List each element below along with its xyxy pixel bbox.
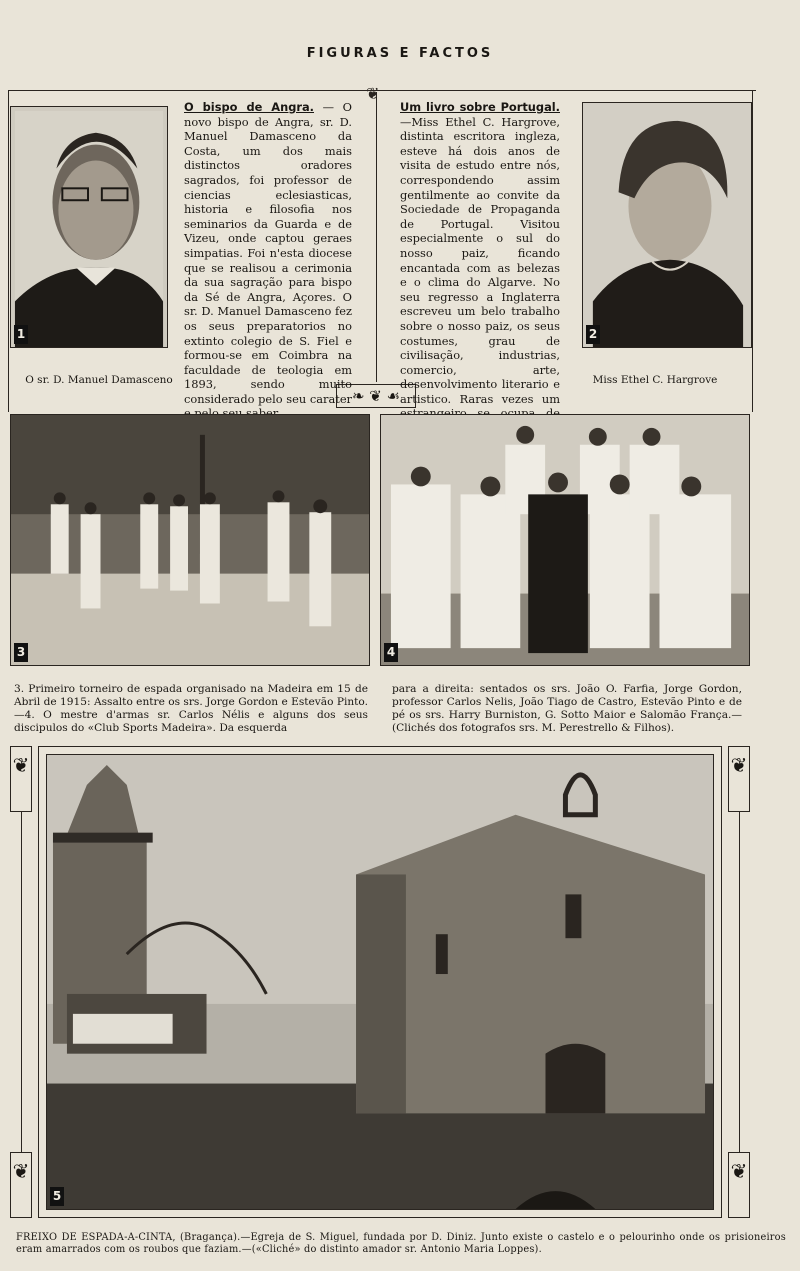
top-frame-right-edge bbox=[752, 90, 754, 412]
church-photo bbox=[46, 754, 714, 1210]
hargrove-caption: Miss Ethel C. Hargrove bbox=[592, 374, 718, 386]
right-side-rule bbox=[739, 812, 741, 1152]
photo-number-1: 1 bbox=[14, 325, 28, 344]
bishop-article bbox=[184, 100, 352, 406]
center-bottom-ornament: ❧ ❦ ☙ bbox=[336, 384, 416, 408]
hargrove-portrait bbox=[582, 102, 752, 348]
fencing-bout-image bbox=[11, 415, 369, 665]
left-bottom-ornament: ❦ bbox=[10, 1152, 32, 1218]
fencing-group-image bbox=[381, 415, 749, 665]
page-header: FIGURAS E FACTOS bbox=[306, 46, 494, 61]
left-side-rule bbox=[21, 812, 23, 1152]
bishop-portrait-image bbox=[11, 107, 167, 347]
photo-number-4: 4 bbox=[384, 643, 398, 662]
book-article bbox=[400, 100, 560, 406]
top-frame-line bbox=[8, 90, 756, 92]
fencing-caption-left: 3. Primeiro torneiro de espada organisado na Madeira em 15 de Abril de 1915: Assalto entre os srs. Jorge Gordon e Estevão Pinto.—4. O mestre d'armas sr. Carlos Nélis e alguns dos seus discipulos do «Club Sports Madeira». Da esquerda bbox=[14, 683, 368, 734]
fencing-group-photo bbox=[380, 414, 750, 666]
bishop-portrait bbox=[10, 106, 168, 348]
church-image bbox=[47, 755, 713, 1209]
bishop-caption: O sr. D. Manuel Damasceno bbox=[25, 374, 173, 386]
bishop-article-text: — O novo bispo de Angra, sr. D. Manuel Damasceno da Costa, um dos mais distinctos oradores sagrados, foi professor de ciencias eclesiasticas, historia e filosofia nos seminarios da Guarda e de Vizeu, onde captou geraes simpatias. Foi n'esta diocese que se realisou a cerimonia da sua sagração para bispo da Sé de Angra, Açores. O sr. D. Manuel Damasceno fez os seus preparatorios no extinto colegio de S. Fiel e formou-se em Coimbra na faculdade de teologia em 1893, sendo muito considerado pelo seu carater bbox=[184, 100, 352, 406]
fencing-caption-right: para a direita: sentados os srs. João O. Farfia, Jorge Gordon, professor Carlos Nelis, João Tiago de Castro, Estevão Pinto e de pé os srs. Harry Burniston, G. Sotto Maior e Salomão França.—(Clichés dos fotografos srs. M. Perestrello & Filhos). bbox=[392, 683, 742, 734]
photo-number-5: 5 bbox=[50, 1187, 64, 1206]
photo-number-3: 3 bbox=[14, 643, 28, 662]
left-top-ornament: ❦ bbox=[10, 746, 32, 812]
right-bottom-ornament: ❦ bbox=[728, 1152, 750, 1218]
book-article-title: Um livro sobre Portugal. bbox=[400, 100, 560, 114]
right-top-ornament: ❦ bbox=[728, 746, 750, 812]
hargrove-portrait-image bbox=[583, 103, 751, 347]
photo-number-2: 2 bbox=[586, 325, 600, 344]
bishop-article-title: O bispo de Angra. bbox=[184, 100, 314, 114]
book-article-text: —Miss Ethel C. Hargrove, distinta escritora ingleza, esteve há dois anos de visita de estudo entre nós, correspondendo assim gentilmente ao convite da Sociedade de Propaganda de Portugal. Visitou especialmente o sul do nosso paiz, ficando encantada com as belezas e o clima do Algarve. No seu regresso a Inglaterra escreveu um belo trabalho sobre o nosso paiz, os seus costumes, grau de civilisação, industrias, comercio, arte, desenvolvimento literario e artistico. Raras vezes um bbox=[400, 114, 560, 406]
top-frame-center-divider bbox=[376, 92, 378, 382]
fencing-bout-photo bbox=[10, 414, 370, 666]
church-caption: FREIXO DE ESPADA-A-CINTA, (Bragança).—Egreja de S. Miguel, fundada por D. Diniz. Junto existe o castelo e o pelourinho onde os prisioneiros eram amarrados com os roubos que faziam.—(«Cliché» do distinto amador sr. Antonio Maria Loppes). bbox=[16, 1232, 786, 1256]
center-top-ornament: ❦ bbox=[366, 84, 380, 103]
